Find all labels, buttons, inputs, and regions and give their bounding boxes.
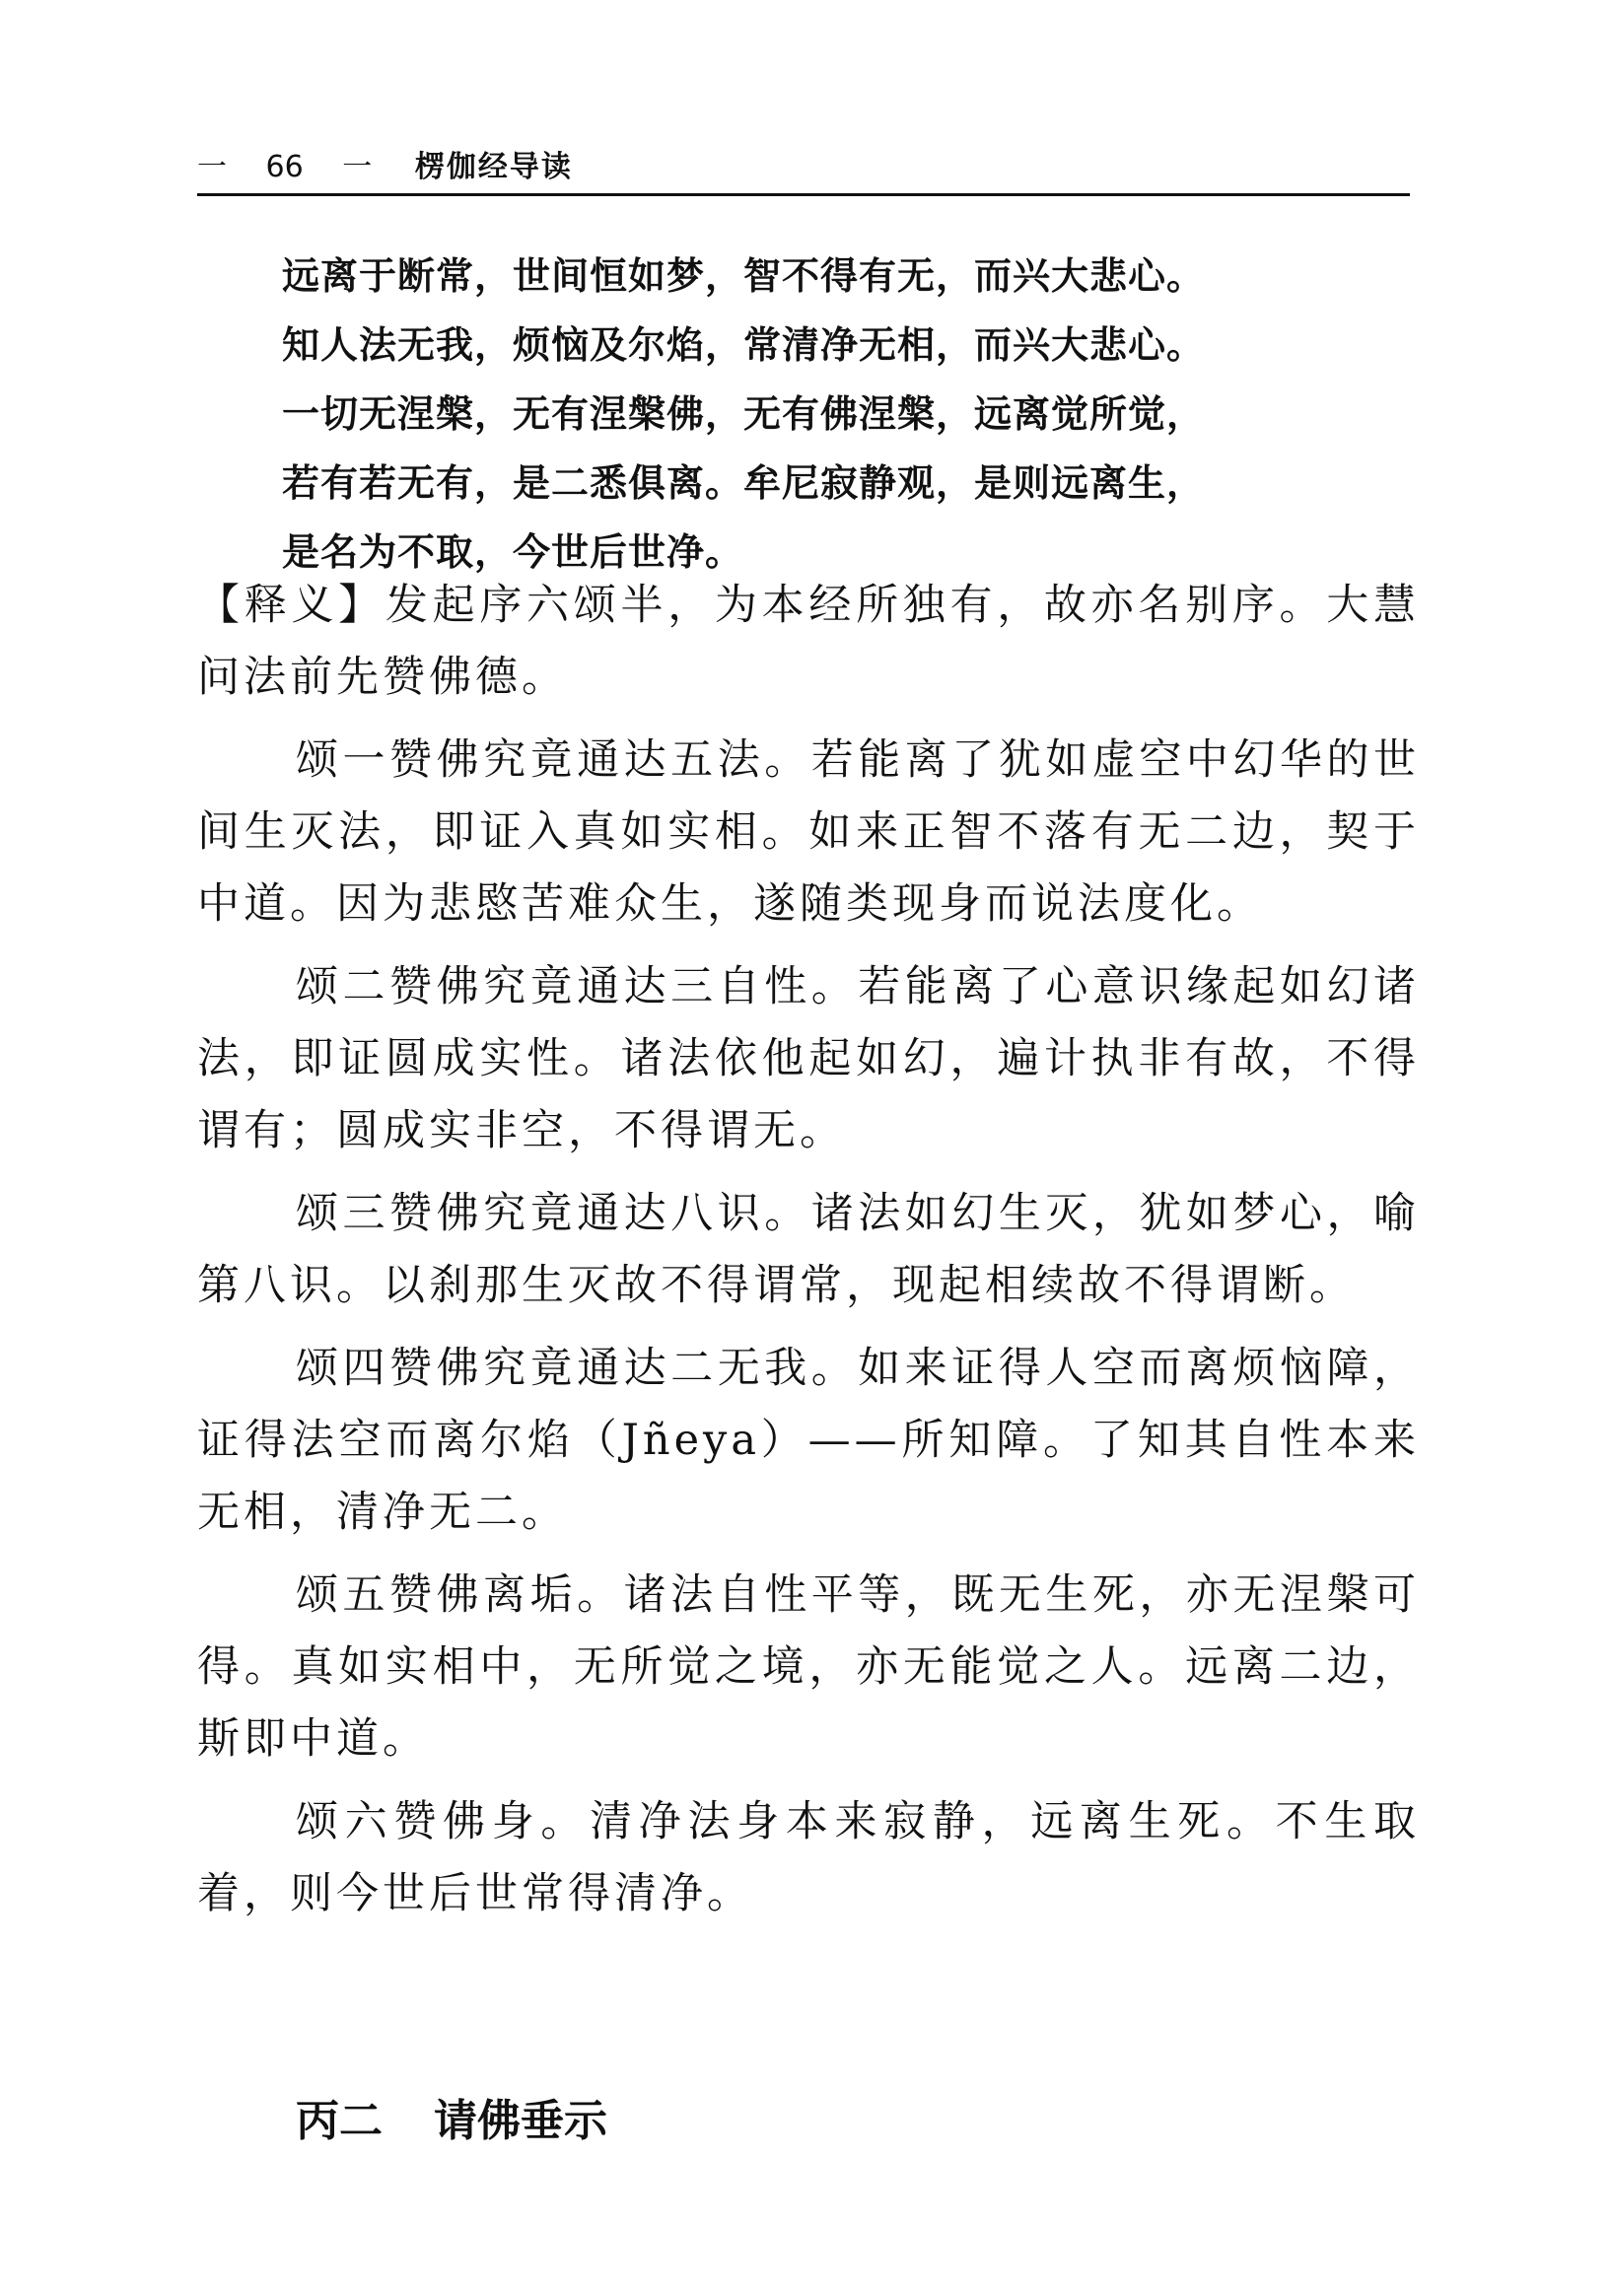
verse-line: 若有若无有，是二悉俱离。牟尼寂静观，是则远离生， [282,461,1206,505]
section-title: 请佛垂示 [434,2096,607,2146]
section-heading [296,2092,607,2151]
header-dash-right: 一 [342,150,373,184]
verse-line: 是名为不取，今世后世净。 [282,530,744,574]
commentary-paragraph: 颂二赞佛究竟通达三自性。若能离了心意识缘起如幻诸法，即证圆成实性。诸法依他起如幻，遍计执非有故，不得谓有；圆成实非空，不得谓无。 [197,962,1420,1155]
page-number: 66 [265,150,304,184]
commentary-body [197,570,1420,1941]
book-title: 楞伽经导读 [414,150,573,184]
header-dash-left: 一 [197,150,227,184]
running-header [197,146,1410,189]
commentary-paragraph: 颂四赞佛究竟通达二无我。如来证得人空而离烦恼障，证得法空而离尔焰（Jñeya）——所知障。了知其自性本来无相，清净无二。 [197,1344,1420,1537]
verse-line: 一切无涅槃，无有涅槃佛，无有佛涅槃，远离觉所觉， [282,392,1206,436]
commentary-paragraph: 颂六赞佛身。清净法身本来寂静，远离生死。不生取着，则今世后世常得清净。 [197,1797,1420,1918]
verse-block [282,242,1367,587]
section-number: 丙二 [296,2096,383,2146]
commentary-paragraph: 颂五赞佛离垢。诸法自性平等，既无生死，亦无涅槃可得。真如实相中，无所觉之境，亦无能觉之人。远离二边，斯即中道。 [197,1570,1420,1764]
header-rule [197,193,1410,196]
commentary-intro-paragraph: 【释义】发起序六颂半，为本经所独有，故亦名别序。大慧问法前先赞佛德。 [197,581,1420,702]
commentary-paragraph: 颂三赞佛究竟通达八识。诸法如幻生灭，犹如梦心，喻第八识。以刹那生灭故不得谓常，现起相续故不得谓断。 [197,1189,1420,1310]
verse-line: 知人法无我，烦恼及尔焰，常清净无相，而兴大悲心。 [282,323,1206,367]
commentary-paragraph: 颂一赞佛究竟通达五法。若能离了犹如虚空中幻华的世间生灭法，即证入真如实相。如来正智不落有无二边，契于中道。因为悲愍苦难众生，遂随类现身而说法度化。 [197,735,1420,929]
verse-line: 远离于断常，世间恒如梦，智不得有无，而兴大悲心。 [282,254,1206,298]
